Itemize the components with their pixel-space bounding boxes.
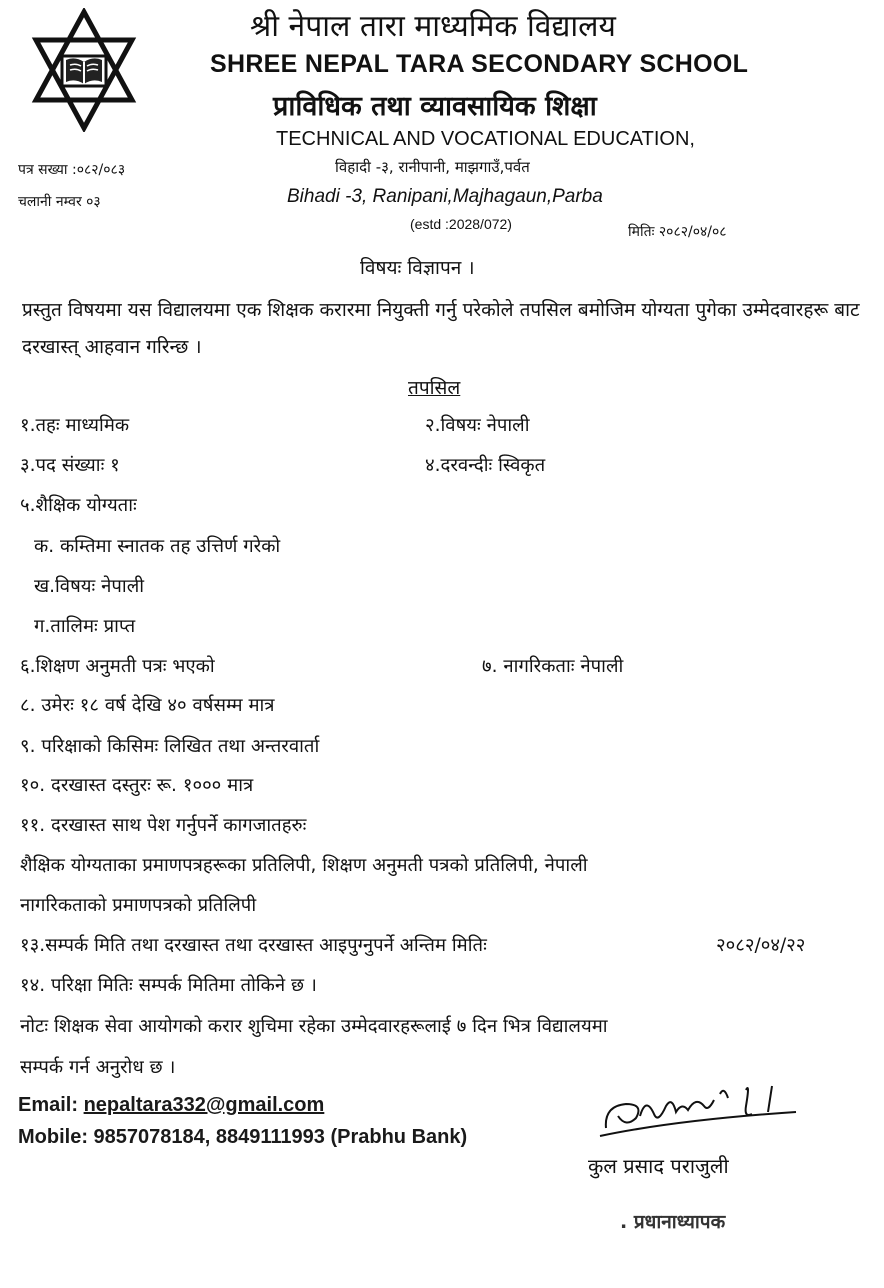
item-fee: १०. दरखास्त दस्तुरः रू. १००० मात्र [20,775,254,796]
email-link[interactable]: nepaltara332@gmail.com [83,1094,325,1116]
item-qual-c: ग.तालिमः प्राप्त [34,616,136,637]
established: (estd :2028/072) [410,216,512,232]
address-np: विहादी -३, रानीपानी, माझगाउँ,पर्वत [335,158,530,176]
documents-line-1: शैक्षिक योग्यताका प्रमाणपत्रहरूका प्रतिलिपी, शिक्षण अनुमती पत्रको प्रतिलिपी, नेपाली [20,855,588,876]
dispatch-number: चलानी नम्वर ०३ [18,194,101,210]
program-np: प्राविधिक तथा व्यावसायिक शिक्षा [273,91,597,122]
item-citizenship: ७. नागरिकताः नेपाली [482,656,624,677]
signatory-title: . प्रधानाध्यापक [620,1211,726,1233]
letter-date: मितिः २०८२/०४/०८ [628,224,727,240]
item-exam-type: ९. परिक्षाको किसिमः लिखित तथा अन्तरवार्ता [20,736,320,757]
signatory-name: कुल प्रसाद पराजुली [588,1154,729,1178]
school-name-np: श्री नेपाल तारा माध्यमिक विद्यालय [250,9,616,44]
letter-number: पत्र सख्या :०८२/०८३ [18,162,126,178]
school-name-en: SHREE NEPAL TARA SECONDARY SCHOOL [210,50,749,78]
item-exam-date: १४. परिक्षा मितिः सम्पर्क मितिमा तोकिने छ । [20,975,317,996]
subject-line: विषयः विज्ञापन । [360,257,475,279]
item-documents: ११. दरखास्त साथ पेश गर्नुपर्ने कागजातहरुः [20,815,307,836]
book-icon [66,58,102,84]
documents-line-2: नागरिकताको प्रमाणपत्रको प्रतिलिपी [20,895,257,916]
signature [596,1076,806,1146]
item-subject: २.विषयः नेपाली [425,415,530,436]
item-qual-a: क. कम्तिमा स्नातक तह उत्तिर्ण गरेको [34,536,281,557]
program-en: TECHNICAL AND VOCATIONAL EDUCATION, [276,128,695,150]
mobile-numbers: Mobile: 9857078184, 8849111993 (Prabhu Bank) [18,1126,468,1148]
email-label: Email: [18,1094,79,1116]
item-posts: ३.पद संख्याः १ [20,455,120,476]
details-heading: तपसिल [408,377,461,399]
item-qualification: ५.शैक्षिक योग्यताः [20,495,137,516]
item-age: ८. उमेरः १८ वर्ष देखि ४० वर्षसम्म मात्र [20,695,275,716]
address-en: Bihadi -3, Ranipani,Majhagaun,Parba [287,186,603,207]
email-row [18,1094,324,1117]
intro-paragraph: प्रस्तुत विषयमा यस विद्यालयमा एक शिक्षक करारमा नियुक्ती गर्नु परेकोले तपसिल बमोजिम योग्यता पुगेका उम्मेदवारहरू बाट दरखास्त् आहवान गरिन्छ । [22,299,860,358]
note-line-1: नोटः शिक्षक सेवा आयोगको करार शुचिमा रहेका उम्मेदवारहरूलाई ७ दिन भित्र विद्यालयमा [20,1016,608,1037]
item-qual-b: ख.विषयः नेपाली [34,576,145,597]
item-quota: ४.दरवन्दीः स्विकृत [425,455,546,476]
contact-date-value: २०८२/०४/२२ [716,935,806,956]
item-contact-date: १३.सम्पर्क मिति तथा दरखास्त तथा दरखास्त आइपुग्नुपर्ने अन्तिम मितिः [20,935,487,956]
note-line-2: सम्पर्क गर्न अनुरोध छ । [20,1057,176,1078]
item-license: ६.शिक्षण अनुमती पत्रः भएको [20,656,215,677]
item-level: १.तहः माध्यमिक [20,415,130,436]
school-logo [28,8,140,132]
